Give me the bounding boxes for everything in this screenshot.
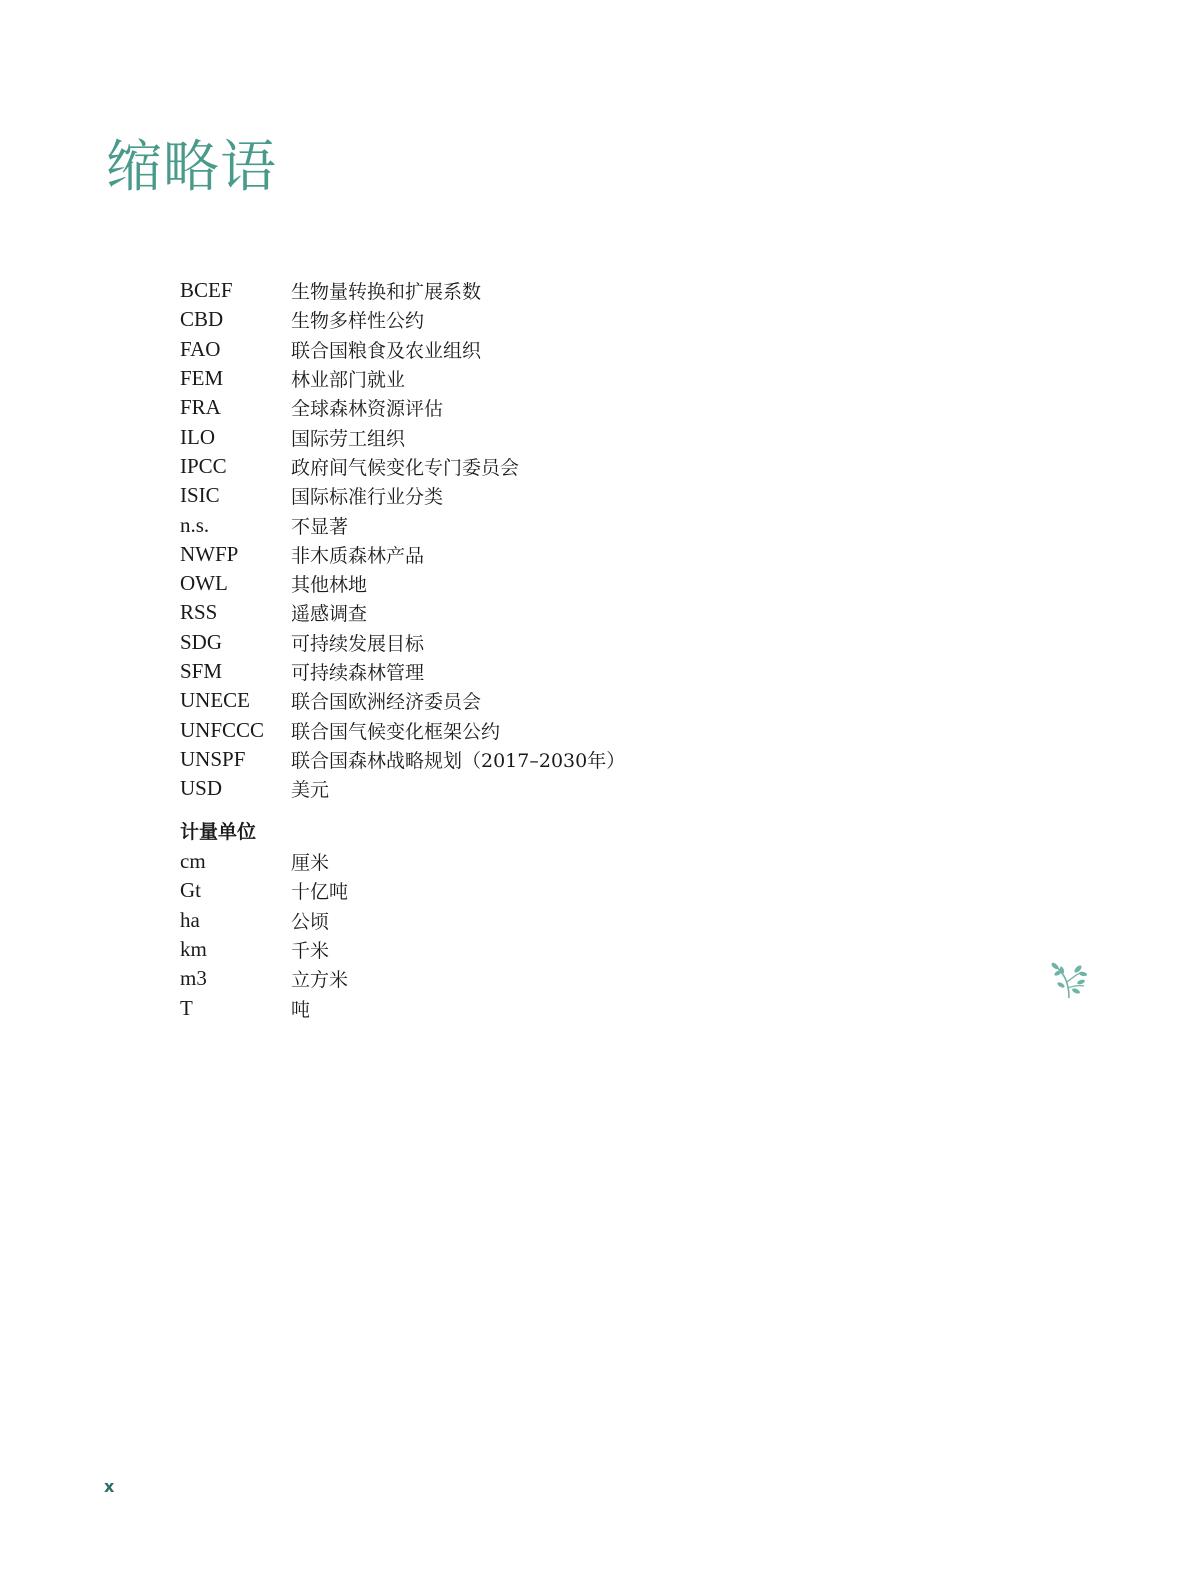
- abbreviation-description: 国际劳工组织: [291, 427, 406, 450]
- unit-term: Gt: [180, 878, 201, 903]
- abbreviation-term: OWL: [180, 571, 228, 596]
- abbreviation-description: 其他林地: [291, 574, 368, 597]
- unit-term: ha: [180, 907, 200, 932]
- abbreviation-term: UNFCCC: [180, 717, 265, 742]
- units-section: [180, 818, 580, 1023]
- abbreviation-term: FRA: [180, 395, 221, 420]
- abbreviation-row: [180, 335, 740, 364]
- abbreviation-description: 国际标准行业分类: [291, 486, 444, 509]
- abbreviation-term: UNSPF: [180, 746, 246, 771]
- unit-description: 十亿吨: [291, 881, 349, 904]
- abbreviation-list: [180, 276, 740, 803]
- unit-term: T: [180, 995, 193, 1020]
- unit-row: [180, 847, 580, 876]
- unit-description: 吨: [291, 998, 311, 1021]
- abbreviation-row: [180, 452, 740, 481]
- abbreviation-row: [180, 569, 740, 598]
- abbreviation-description: 政府间气候变化专门委员会: [291, 456, 520, 479]
- abbreviation-term: FEM: [180, 366, 224, 391]
- unit-row: [180, 906, 580, 935]
- abbreviation-term: ISIC: [180, 483, 220, 508]
- abbreviation-description: 不显著: [291, 515, 349, 538]
- abbreviation-term: n.s.: [180, 512, 210, 537]
- abbreviation-description: 遥感调查: [291, 603, 368, 626]
- abbreviation-description: 美元: [291, 779, 330, 802]
- abbreviation-row: [180, 276, 740, 305]
- unit-description: 立方米: [291, 969, 349, 992]
- page-title: 缩略语: [106, 135, 277, 200]
- abbreviation-term: UNECE: [180, 688, 250, 713]
- abbreviation-term: SFM: [180, 659, 223, 683]
- unit-term: cm: [180, 849, 206, 874]
- abbreviation-term: USD: [180, 776, 223, 801]
- abbreviation-description: 联合国气候变化框架公约: [291, 720, 501, 743]
- abbreviation-description: 生物量转换和扩展系数: [291, 281, 482, 304]
- unit-description: 厘米: [291, 852, 330, 875]
- unit-description: 公顷: [291, 910, 330, 933]
- abbreviation-description: 联合国欧洲经济委员会: [291, 691, 482, 714]
- unit-row: [180, 935, 580, 964]
- abbreviation-description: 联合国森林战略规划（2017–2030年）: [291, 749, 626, 772]
- abbreviation-term: NWFP: [180, 541, 239, 566]
- unit-row: [180, 964, 580, 993]
- abbreviation-description: 全球森林资源评估: [291, 398, 444, 421]
- unit-row: [180, 876, 580, 905]
- abbreviation-term: RSS: [180, 600, 218, 625]
- abbreviation-row: [180, 510, 740, 539]
- abbreviation-row: [180, 774, 740, 803]
- unit-description: 千米: [291, 940, 330, 963]
- abbreviation-description: 林业部门就业: [291, 369, 406, 392]
- abbreviation-row: [180, 598, 740, 627]
- abbreviation-term: CBD: [180, 307, 224, 332]
- abbreviation-row: [180, 745, 740, 774]
- abbreviation-row: [180, 715, 740, 744]
- abbreviation-row: [180, 628, 740, 657]
- abbreviation-row: [180, 686, 740, 715]
- units-heading: 计量单位: [180, 821, 257, 843]
- abbreviation-description: 联合国粮食及农业组织: [291, 339, 482, 362]
- abbreviation-row: [180, 393, 740, 422]
- leaf-sprig-icon: [1048, 958, 1090, 1000]
- abbreviation-row: [180, 657, 740, 686]
- page-number: x: [104, 1477, 115, 1496]
- unit-term: m3: [180, 966, 207, 991]
- unit-row: [180, 993, 580, 1022]
- abbreviation-term: FAO: [180, 336, 221, 361]
- abbreviation-row: [180, 540, 740, 569]
- abbreviation-description: 生物多样性公约: [291, 310, 425, 333]
- unit-term: km: [180, 937, 207, 962]
- abbreviation-description: 可持续发展目标: [291, 632, 425, 655]
- abbreviation-term: ILO: [180, 424, 215, 449]
- abbreviation-term: SDG: [180, 629, 223, 654]
- abbreviation-description: 可持续森林管理: [291, 662, 425, 684]
- abbreviation-row: [180, 305, 740, 334]
- abbreviation-row: [180, 364, 740, 393]
- abbreviation-description: 非木质森林产品: [291, 544, 425, 567]
- abbreviation-row: [180, 422, 740, 451]
- abbreviation-term: BCEF: [180, 278, 233, 303]
- abbreviation-term: IPCC: [180, 453, 227, 478]
- abbreviation-row: [180, 481, 740, 510]
